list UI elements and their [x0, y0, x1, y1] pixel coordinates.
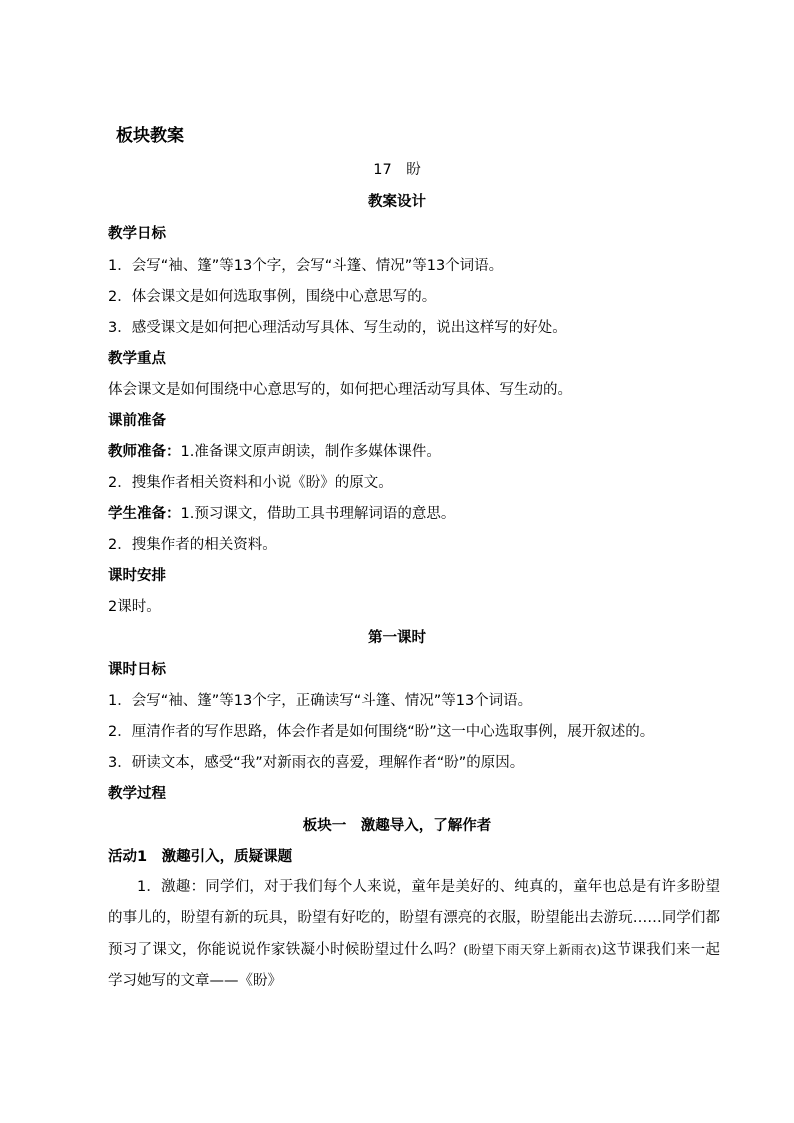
period-goals-heading: 课时日标	[108, 662, 166, 678]
prep-heading: 课前准备	[108, 413, 166, 429]
intro-paragraph	[108, 872, 720, 997]
teacher-prep-text: 1.准备课文原声朗读，制作多媒体课件。	[180, 444, 441, 460]
student-prep-line	[108, 504, 455, 524]
process-heading: 教学过程	[108, 786, 166, 802]
goals-heading: 教学日标	[108, 226, 166, 242]
period-goal-item: 1．会写“袖、篷”等13个字，正确读写“斗篷、情况”等13个词语。	[108, 693, 533, 709]
teacher-prep-label: 教师准备：	[108, 444, 181, 460]
block-title: 板块一 激趣导入，了解作者	[302, 818, 492, 834]
teacher-prep-line	[108, 442, 441, 462]
schedule-text: 2课时。	[108, 599, 161, 615]
goal-item: 1．会写“袖、篷”等13个字，会写“斗篷、情况”等13个词语。	[108, 258, 504, 274]
design-title: 教案设计	[368, 194, 426, 210]
goal-item: 2．体会课文是如何选取事例，围绕中心意思写的。	[108, 289, 437, 305]
teacher-prep-item: 2．搜集作者相关资料和小说《盼》的原文。	[108, 475, 393, 491]
student-prep-text: 1.预习课文，借助工具书理解词语的意思。	[180, 506, 456, 522]
intro-answer-note: (盼望下雨天穿上新雨衣)	[463, 942, 602, 957]
period-title: 第一课时	[368, 630, 426, 646]
period-goal-item: 3．研读文本，感受“我”对新雨衣的喜爱，理解作者“盼”的原因。	[108, 755, 525, 771]
lesson-title: 17 盼	[373, 162, 421, 178]
key-text: 体会课文是如何围绕中心意思写的，如何把心理活动写具体、写生动的。	[108, 382, 572, 398]
goal-item: 3．感受课文是如何把心理活动写具体、写生动的，说出这样写的好处。	[108, 320, 567, 336]
intro-text: 1．激趣：同学们，对于我们每个人来说，童年是美好的、纯真的，童年也总是有许多盼望的事儿的，盼望有新的玩具，盼望有好吃的，盼望有漂亮的衣服，盼望能出去游玩……同学们都预习了课文，你能说说作家铁凝小时候盼望过什么吗？	[108, 879, 720, 958]
student-prep-label: 学生准备：	[108, 506, 181, 522]
intro-text-end: 这节课我们来一起学习她写的文章——《盼》	[108, 942, 720, 989]
main-title: 板块教案	[116, 126, 184, 146]
schedule-heading: 课时安排	[108, 568, 166, 584]
student-prep-item: 2．搜集作者的相关资料。	[108, 537, 277, 553]
key-heading: 教学重点	[108, 351, 166, 367]
activity-title: 活动1 激趣引入，质疑课题	[108, 849, 293, 865]
period-goal-item: 2．厘清作者的写作思路，体会作者是如何围绕“盼”这一中心选取事例，展开叙述的。	[108, 724, 655, 740]
